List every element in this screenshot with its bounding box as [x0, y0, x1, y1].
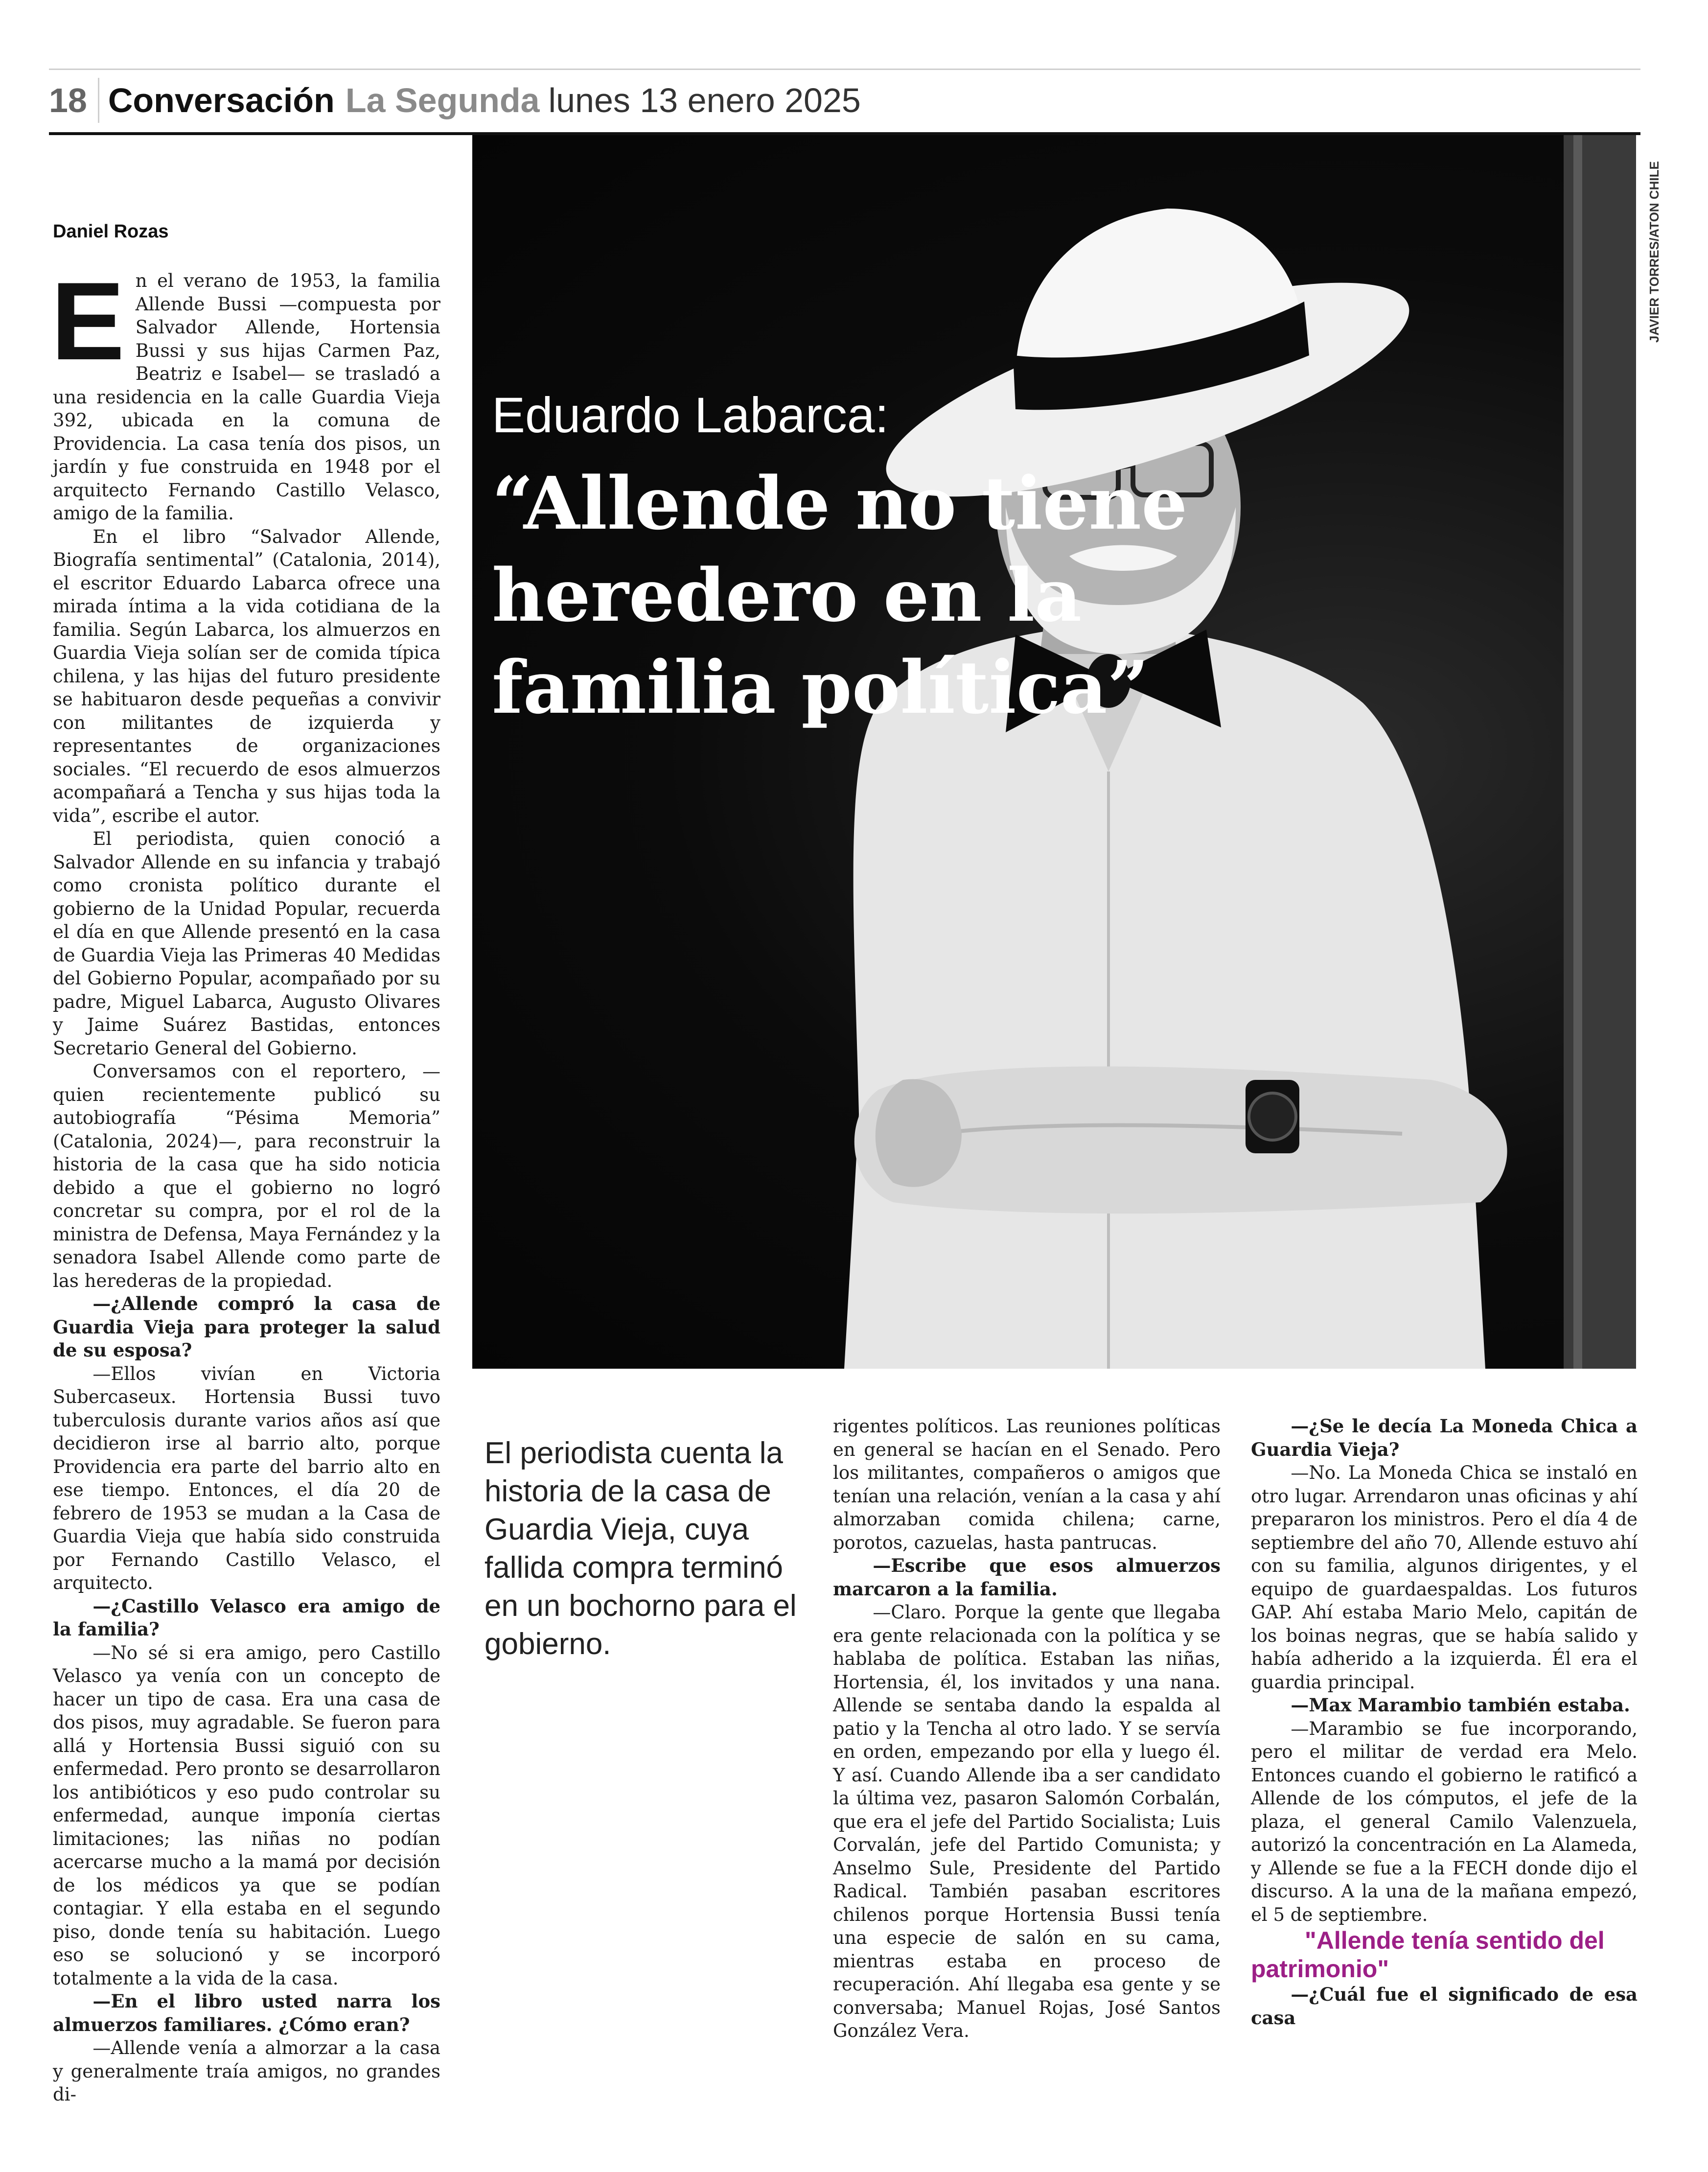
body-paragraph: Conversamos con el reportero, —quien recientemente publicó su autobiografía “Pésima Memoria” (Catalonia, 2024)—, para reconstruir la historia de la casa que ha sido noticia debido a que el gobierno no logró concretar su compra, por el rol de la ministra de Defensa, Maya Fernández y la senadora Isabel Allende como parte de las herederas de la propiedad.	[53, 1061, 440, 1291]
body-paragraph: El periodista, quien conoció a Salvador Allende en su infancia y trabajó como cronista político durante el gobierno de la Unidad Popular, recuerda el día en que Allende presentó en la casa de Guardia Vieja las Primeras 40 Medidas del Gobierno Popular, acompañado por su padre, Miguel Labarca, Augusto Olivares y Jaime Suárez Bastidas, entonces Secretario General del Gobierno.	[53, 828, 440, 1059]
body-paragraph: —Allende venía a almorzar a la casa y generalmente traía amigos, no grandes di-	[53, 2037, 440, 2105]
byline: Daniel Rozas	[53, 221, 169, 242]
body-paragraph: —Marambio se fue incorporando, pero el militar de verdad era Melo. Entonces cuando el gobierno le ratificó a Allende de los cómputos, el jefe de la plaza, el general Camilo Valenzuela, autorizó la concentración en La Alameda, y Allende se fue a la FECH donde dijo el discurso. A la una de la mañana empezó, el 5 de septiembre.	[1251, 1718, 1638, 1925]
pull-quote: El periodista cuenta la historia de la casa de Guardia Vieja, cuya fallida compra terminó en un bochorno para el gobierno.	[485, 1436, 797, 1661]
section-subhead: "Allende tenía sentido del patrimonio"	[1251, 1927, 1605, 1983]
article-column-1	[51, 259, 440, 2106]
body-paragraph: —No. La Moneda Chica se instaló en otro lugar. Arrendaron unas oficinas y ahí prepararon los ministros. Pero el día 4 de septiembre del año 70, Allende estuvo ahí con su familia, algunos dirigentes, y el equipo de guardaespaldas. Los futuros GAP. Ahí estaba Mario Melo, capitán de los boinas negras, que se había salido y había adherido a la izquierda. Él era el guardia principal.	[1251, 1462, 1638, 1693]
page-header	[49, 71, 861, 130]
interview-question: —Escribe que esos almuerzos marcaron a la familia.	[833, 1555, 1221, 1600]
page-number: 18	[49, 81, 87, 119]
portrait-illustration	[472, 135, 1636, 1369]
article-column-4	[1251, 1415, 1638, 2030]
issue-date: lunes 13 enero 2025	[548, 81, 861, 119]
body-paragraph: En el libro “Salvador Allende, Biografía sentimental” (Catalonia, 2014), el escritor Eduardo Labarca ofrece una mirada íntima a la vida cotidiana de la familia. Según Labarca, los almuerzos en Guardia Vieja solían ser de comida típica chilena, y las hijas del futuro presidente se habituaron desde pequeñas a convivir con militantes de izquierda y representantes de organizaciones sociales. “El recuerdo de esos almuerzos acompañará a Tencha y sus hijas toda la vida”, escribe el autor.	[53, 526, 440, 826]
interview-question: —¿Cuál fue el significado de esa casa	[1251, 1984, 1638, 2029]
drop-cap: E	[51, 259, 125, 383]
interview-question: —En el libro usted narra los almuerzos familiares. ¿Cómo eran?	[53, 1990, 440, 2035]
interview-question: —Max Marambio también estaba.	[1291, 1694, 1630, 1716]
publication-name: La Segunda	[345, 81, 540, 119]
lead-paragraph	[51, 259, 440, 525]
photo-credit	[1642, 137, 1671, 343]
interview-question: —¿Allende compró la casa de Guardia Vieja para proteger la salud de su esposa?	[53, 1293, 440, 1361]
photo-credit-text: JAVIER TORRES/ATON CHILE	[1647, 161, 1662, 343]
headline-kicker: Eduardo Labarca:	[492, 387, 889, 443]
header-separator	[98, 78, 99, 123]
body-paragraph: rigentes políticos. Las reuniones políticas en general se hacían en el Senado. Pero los militantes, compañeros o amigos que tenían una relación, venían a la casa y ahí almorzaban comida chilena; carne, porotos, cazuelas, hasta pantrucas.	[833, 1416, 1221, 1553]
body-paragraph: —No sé si era amigo, pero Castillo Velasco ya venía con un concepto de hacer un tipo de casa. Era una casa de dos pisos, muy agradable. Se fueron para allá y Hortensia Bussi siguió con su enfermedad. Pero pronto se desarrollaron los antibióticos y eso pudo controlar su enfermedad, aunque imponía ciertas limitaciones; las niñas no podían acercarse mucho a la mamá por decisión de los médicos ya que se podían contagiar. Y ella estaba en el segundo piso, donde tenía su habitación. Luego eso se solucionó y se incorporó totalmente a la vida de la casa.	[53, 1642, 440, 1989]
lead-text: n el verano de 1953, la familia Allende Bussi —compuesta por Salvador Allende, Hortensia Bussi y sus hijas Carmen Paz, Beatriz e Isabel— se trasladó a una residencia en la calle Guardia Vieja 392, ubicada en la comuna de Providencia. La casa tenía dos pisos, un jardín y fue construida en 1948 por el arquitecto Fernando Castillo Velasco, amigo de la familia.	[53, 270, 440, 524]
article-column-3	[833, 1415, 1221, 2043]
body-paragraph: —Ellos vivían en Victoria Subercaseux. Hortensia Bussi tuvo tuberculosis durante varios años así que decidieron irse al barrio alto, porque Providencia era parte del barrio alto en ese tiempo. Entonces, el día 20 de febrero de 1953 se mudan a la Casa de Guardia Vieja que había sido construida por Fernando Castillo Velasco, el arquitecto.	[53, 1363, 440, 1593]
portrait-photo	[472, 135, 1636, 1369]
section-name: Conversación	[108, 81, 335, 119]
body-paragraph: —Claro. Porque la gente que llegaba era gente relacionada con la política y se hablaba de política. Estaban las niñas, Hortensia, él, los invitados y una nana. Allende se sentaba dando la espalda al patio y la Tencha al otro lado. Y se servía en orden, empezando por ella y luego él. Y así. Cuando Allende iba a ser candidato la última vez, pasaron Salomón Corbalán, que era el jefe del Partido Socialista; Luis Corvalán, jefe del Partido Comunista; y Anselmo Sule, Presidente del Partido Radical. También pasaban escritores chilenos porque Hortensia Bussi tenía una especie de salón en su cama, mientras estaba en proceso de recuperación. Ahí llegaba esa gente y se conversaba; Manuel Rojas, José Santos González Vera.	[833, 1602, 1221, 2041]
top-divider	[49, 69, 1640, 70]
interview-question: —¿Castillo Velasco era amigo de la familia?	[53, 1595, 440, 1640]
headline: “Allende no tiene heredero en la familia política”	[492, 461, 1188, 730]
interview-question: —¿Se le decía La Moneda Chica a Guardia Vieja?	[1251, 1415, 1638, 1460]
